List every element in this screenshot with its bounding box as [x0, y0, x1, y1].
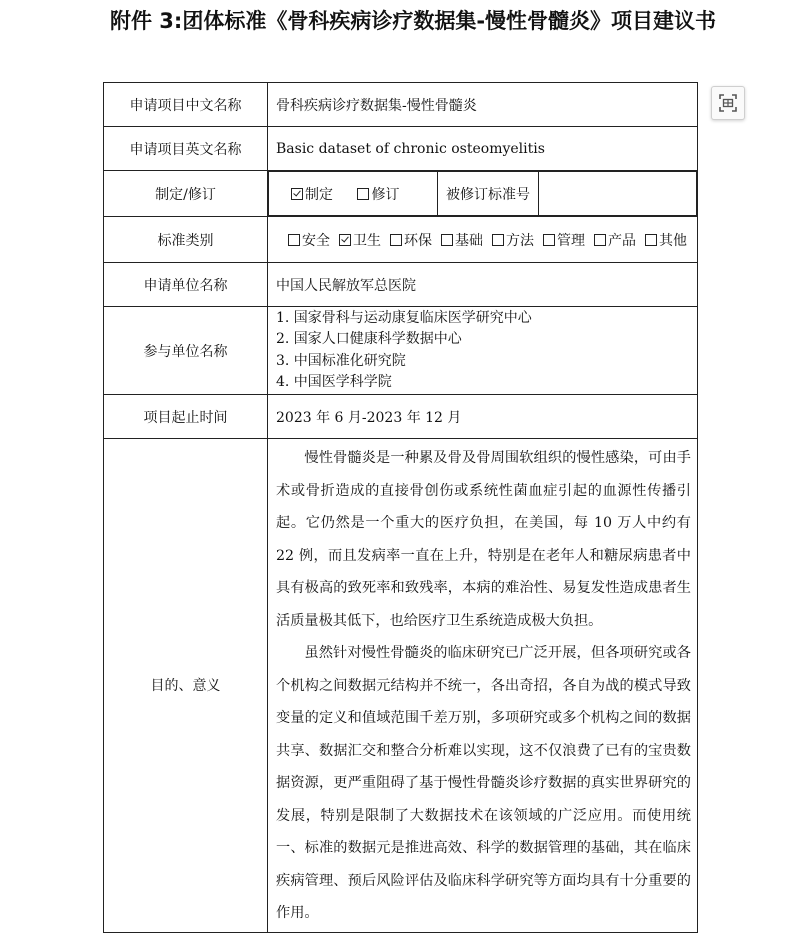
period-value: 2023 年 6 月-2023 年 12 月 [268, 395, 698, 439]
category-options [268, 217, 698, 263]
purpose-label: 目的、意义 [104, 439, 268, 933]
revised-std-value[interactable] [539, 172, 697, 216]
revised-std-label: 被修订标准号 [438, 172, 539, 216]
row-applicant [104, 263, 698, 307]
row-purpose [104, 439, 698, 933]
purpose-paragraph: 慢性骨髓炎是一种累及骨及骨周围软组织的慢性感染，可由手术或骨折造成的直接骨创伤或系统性菌血症引起的血源性传播引起。它仍然是一个重大的医疗负担，在美国，每 10 万人中约有 22 例，而且发病率一直在上升，特别是在老年人和糖尿病患者中具有极高的致死率和致残率，本病的难治性、易复发性造成患者生活质量极其低下，也给医疗卫生系统造成极大负担。 [276, 450, 691, 629]
row-type [104, 171, 698, 217]
checkbox-icon [645, 234, 657, 246]
option-label: 方法 [506, 232, 534, 249]
checkbox-icon [492, 234, 504, 246]
en-name-value: Basic dataset of chronic osteomyelitis [268, 127, 698, 171]
row-category [104, 217, 698, 263]
row-period [104, 395, 698, 439]
option-weisheng[interactable] [339, 230, 381, 250]
checkbox-icon [594, 234, 606, 246]
checkbox-icon [441, 234, 453, 246]
period-label: 项目起止时间 [104, 395, 268, 439]
option-anquan[interactable] [288, 230, 330, 250]
checkbox-checked-icon [339, 234, 351, 246]
option-jichu[interactable] [441, 230, 483, 250]
screenshot-button[interactable] [711, 86, 745, 120]
list-item: 2. 国家人口健康科学数据中心 [276, 331, 462, 347]
checkbox-checked-icon [291, 188, 303, 200]
purpose-text [268, 439, 698, 933]
checkbox-icon [543, 234, 555, 246]
option-zhiding[interactable] [291, 184, 333, 204]
option-label: 管理 [557, 232, 585, 249]
screenshot-icon [718, 93, 738, 113]
option-fangfa[interactable] [492, 230, 534, 250]
option-label: 环保 [404, 232, 432, 249]
option-guanli[interactable] [543, 230, 585, 250]
row-participants [104, 307, 698, 395]
option-xiuding[interactable] [357, 184, 399, 204]
checkbox-icon [288, 234, 300, 246]
applicant-value: 中国人民解放军总医院 [268, 263, 698, 307]
list-item: 1. 国家骨科与运动康复临床医学研究中心 [276, 309, 532, 326]
option-chanpin[interactable] [594, 230, 636, 250]
en-name-label: 申请项目英文名称 [104, 127, 268, 171]
option-label: 基础 [455, 232, 483, 249]
participants-label: 参与单位名称 [104, 307, 268, 395]
purpose-paragraph: 虽然针对慢性骨髓炎的临床研究已广泛开展，但各项研究或各个机构之间数据元结构并不统一，各出奇招，各自为战的模式导致变量的定义和值域范围千差万别，多项研究或多个机构之间的数据共享、数据汇交和整合分析难以实现，这不仅浪费了已有的宝贵数据资源，更严重阻碍了基于慢性骨髓炎诊疗数据的真实世界研究的发展，特别是限制了大数据技术在该领域的广泛应用。而使用统一、标准的数据元是推进高效、科学的数据管理的基础，其在临床疾病管理、预后风险评估及临床科学研究等方面均具有十分重要的作用。 [276, 645, 691, 921]
cn-name-value: 骨科疾病诊疗数据集-慢性骨髓炎 [268, 83, 698, 127]
list-item: 3. 中国标准化研究院 [276, 352, 406, 369]
option-label: 安全 [302, 232, 330, 249]
list-item: 4. 中国医学科学院 [276, 374, 392, 390]
document-title: 附件 3:团体标准《骨科疾病诊疗数据集-慢性骨髓炎》项目建议书 [110, 9, 717, 33]
option-label: 修订 [371, 186, 400, 203]
category-label: 标准类别 [104, 217, 268, 263]
row-en-name [104, 127, 698, 171]
option-huanbao[interactable] [390, 230, 432, 250]
option-label: 卫生 [353, 232, 381, 249]
cn-name-label: 申请项目中文名称 [104, 83, 268, 127]
type-label: 制定/修订 [104, 171, 268, 217]
proposal-form-table [103, 82, 698, 933]
checkbox-icon [357, 188, 369, 200]
participants-list [268, 307, 698, 395]
option-label: 产品 [608, 232, 636, 249]
option-label: 其他 [659, 232, 687, 249]
checkbox-icon [390, 234, 402, 246]
type-cell [268, 171, 698, 217]
option-label: 制定 [305, 186, 333, 203]
type-options [269, 172, 438, 216]
option-qita[interactable] [645, 230, 687, 250]
applicant-label: 申请单位名称 [104, 263, 268, 307]
row-cn-name [104, 83, 698, 127]
